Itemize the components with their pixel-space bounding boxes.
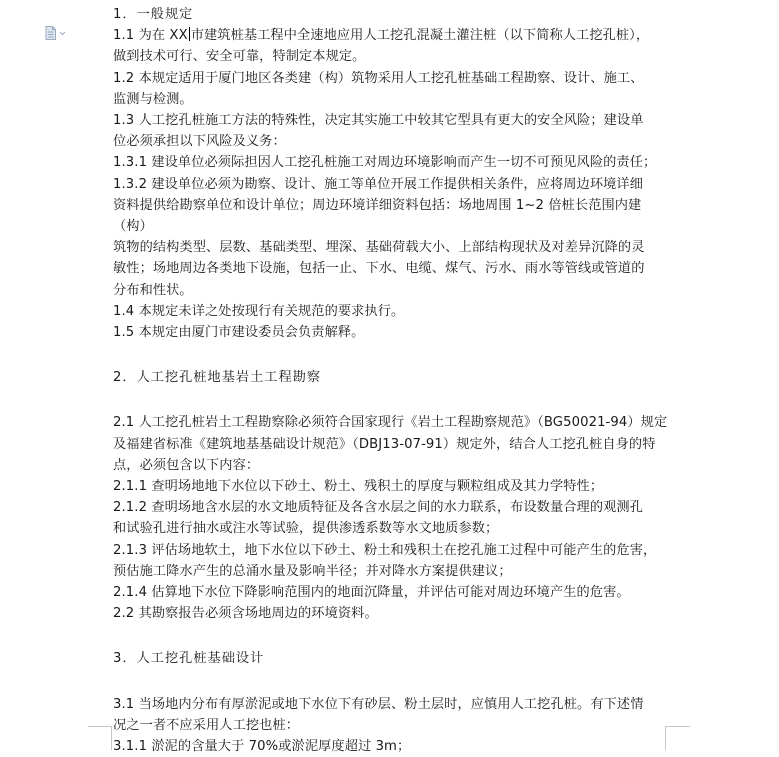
paragraph-1-3-1: 1.3.1 建设单位必须际担因人工挖孔桩施工对周边环境影响而产生一切不可预见风险的责任； — [113, 155, 657, 171]
paragraph-1-4: 1.4 本规定未详之处按现行有关规范的要求执行。 — [113, 303, 405, 319]
section-heading-2: 2．人工挖孔桩地基岩土工程勘察 — [113, 370, 322, 386]
paragraph-1-5: 1.5 本规定由厦门市建设委员会负责解释。 — [113, 325, 365, 341]
document-body[interactable] — [113, 4, 673, 757]
paragraph-2-1-4: 2.1.4 估算地下水位下降影响范围内的地面沉降量，并评估可能对周边环境产生的危害。 — [113, 585, 630, 601]
paragraph-1-1-line2: 做到技术可行、安全可靠，特制定本规定。 — [113, 49, 366, 65]
paragraph-2-1-line3: 点，必须包含以下内容： — [113, 457, 260, 473]
paragraph-1-3-2: 1.3.2 建设单位必须为勘察、设计、施工等单位开展工作提供相关条件，应将周边环境详细 — [113, 176, 643, 192]
paragraph-2-1-3: 2.1.3 评估场地软土，地下水位以下砂土、粉土和残积土在挖孔施工过程中可能产生的危害， — [113, 542, 657, 558]
paragraph-2-1-2-line2: 和试验孔进行抽水或注水等试验，提供渗透系数等水文地质参数； — [113, 521, 499, 537]
paragraph-2-1-3-line2: 预估施工降水产生的总涌水量及影响半径；并对降水方案提供建议； — [113, 563, 512, 579]
section-heading-1: 1．一般规定 — [113, 7, 194, 22]
paragraph-2-1-1: 2.1.1 查明场地地下水位以下砂土、粉土、残积土的厚度与颗粒组成及其力学特性； — [113, 479, 604, 495]
paragraph-3-1: 3.1 当场地内分布有厚淤泥或地下水位下有砂层、粉土层时，应慎用人工挖孔桩。有下述情 — [113, 696, 644, 712]
page-corner-mark-right-h — [665, 726, 690, 727]
chevron-down-icon — [60, 32, 65, 35]
document-icon[interactable] — [45, 26, 67, 40]
paragraph-1-3-2-line2: 资料提供给勘察单位和设计单位；周边环境详细资料包括：场地周围 1~2 倍桩长范围内建（构） — [113, 197, 642, 235]
paragraph-1-2-line2: 监测与检测。 — [113, 91, 193, 107]
paragraph-1-3-2-line4: 敏性；场地周边各类地下设施，包括一止、下水、电缆、煤气、污水、雨水等管线或管道的 — [113, 261, 645, 277]
paragraph-3-1-line2: 况之一者不应采用人工挖也桩： — [113, 717, 300, 733]
page-corner-mark-right — [665, 726, 666, 750]
paragraph-2-1-line2: 及福建省标准《建筑地基基础设计规范》（DBJ13-07-91）规定外，结合人工挖孔桩自身的特 — [113, 436, 656, 452]
paragraph-1-2: 1.2 本规定适用于厦门地区各类建（构）筑物采用人工挖孔桩基础工程勘察、设计、施工、 — [113, 70, 644, 86]
paragraph-2-2: 2.2 其勘察报告必须含场地周边的环境资料。 — [113, 606, 378, 622]
paragraph-1-3-2-line3: 筑物的结构类型、层数、基础类型、埋深、基础荷载大小、上部结构现状及对差异沉降的灵 — [113, 240, 645, 256]
paragraph-3-1-1: 3.1.1 淤泥的含量大于 70%或淤泥厚度超过 3m； — [113, 739, 411, 755]
paragraph-2-1-2: 2.1.2 查明场地含水层的水文地质特征及各含水层之间的水力联系，布设数量合理的观测孔 — [113, 500, 643, 516]
section-heading-3: 3．人工挖孔桩基础设计 — [113, 651, 265, 667]
paragraph-1-3: 1.3 人工挖孔桩施工方法的特殊性，决定其实施工中较其它型具有更大的安全风险；建设单 — [113, 113, 644, 129]
paragraph-1-1: 1.1 为在 XX 市建筑桩基工程中全速地应用人工挖孔混凝土灌注桩（以下简称人工挖孔桩）， — [113, 28, 650, 44]
paragraph-1-3-2-line5: 分布和性状。 — [113, 282, 193, 298]
page-corner-mark-left-h — [88, 726, 111, 727]
text-cursor — [189, 27, 190, 41]
page-corner-mark-left — [111, 726, 112, 750]
paragraph-2-1: 2.1 人工挖孔桩岩土工程勘察除必须符合国家现行《岩土工程勘察规范》（BG50021-94）规定 — [113, 415, 668, 431]
paragraph-1-3-line2: 位必须承担以下风险及义务： — [113, 134, 286, 150]
